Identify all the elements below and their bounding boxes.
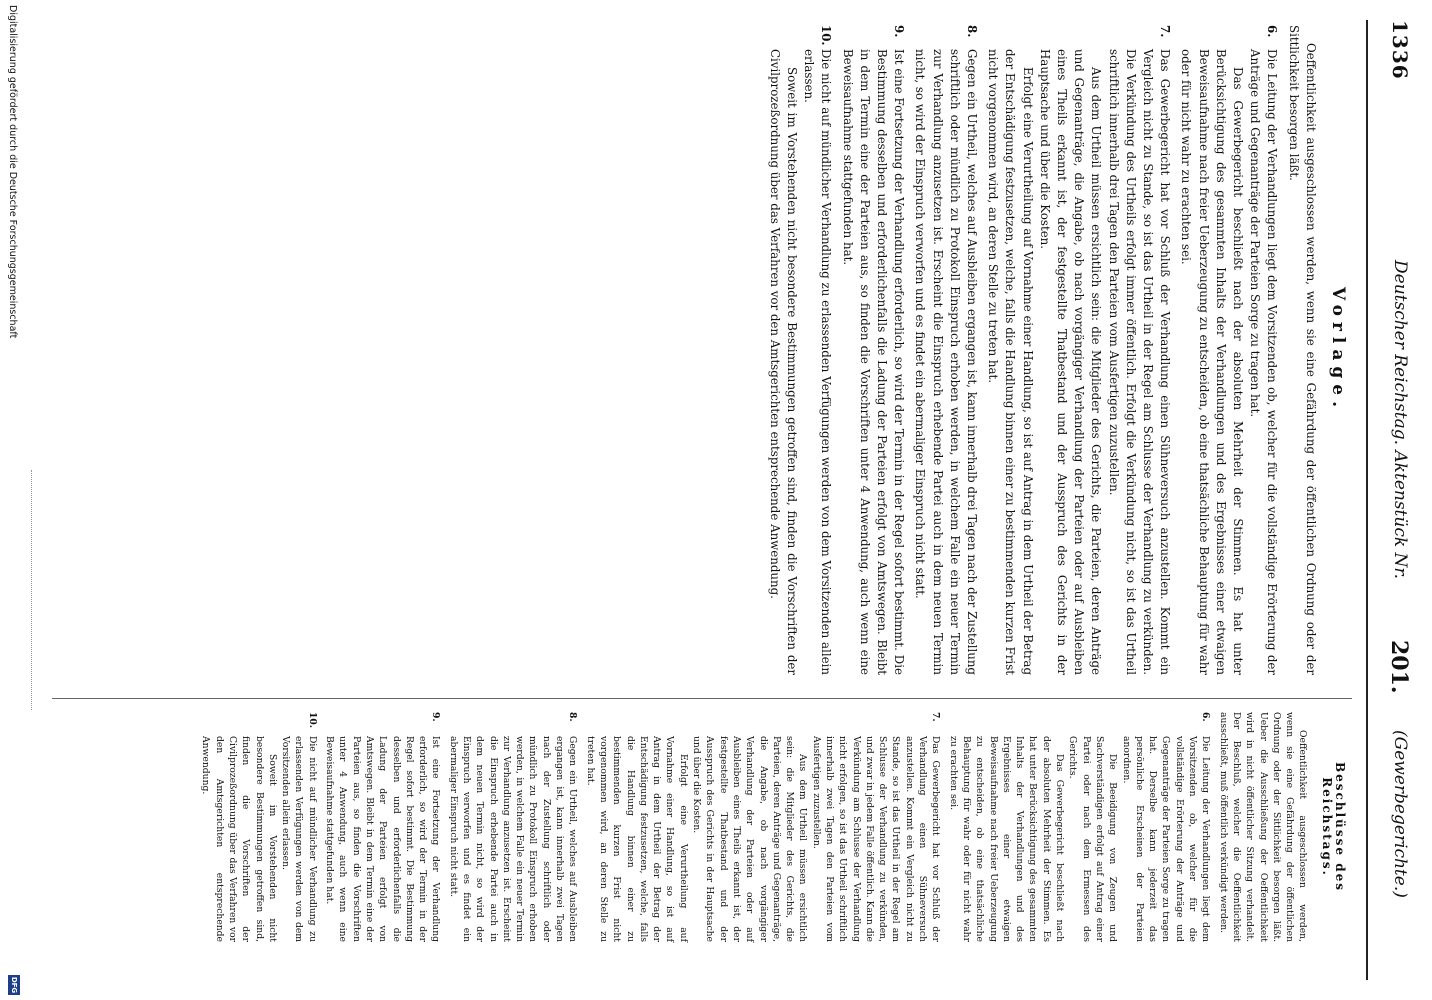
page-header — [1372, 0, 1412, 1000]
section-paragraph: Das Gewerbegericht hat vor Schluß der Verhandlung einen Sühneversuch anzustellen. Kommt ein Vergleich nicht zu Stande, so ist das Urtheil in der Regel am Schlusse der Verhandlung zu verkünden. Die Verkündung des Urtheils erfolgt immer öffentlich. Erfolgt die Verkündung nicht, so ist das Urtheil schriftlich innerhalb drei Tagen den Parteien vom Ausfertigen zuzustellen. — [1106, 49, 1173, 675]
left-section — [766, 25, 835, 675]
section-paragraph: Ist eine Fortsetzung der Verhandlung erforderlich, so wird der Termin in der Regel sofort bestimmt. Die Bestimmung desselben und erforderlichenfalls die Ladung der Parteien erfolgt von Amtswegen. Bleibt in dem Termin eine der Parteien aus, so finden die Vorschriften unter 4 Anwendung, auch wenn eine Beweisaufnahme stattgefunden hat. — [324, 736, 442, 942]
right-section — [199, 712, 319, 942]
section-paragraph: Gegen ein Urtheil, welches auf Ausbleiben ergangen ist, kann innerhalb zwei Tagen nach der Zustellung schriftlich oder mündlich zu Protokoll Einspruch erhoben werden, in welchem Falle ein neuer Termin zur Verhandlung anzusetzen ist. Erscheint die Einspruch erhebende Partei auch in dem neuen Termin nicht, so wird der Einspruch verworfen und es findet ein abermaliger Einspruch nicht statt. — [447, 736, 579, 942]
section-paragraph: Erfolgt eine Verurtheilung auf Vornahme einer Handlung, so ist auf Antrag in dem Urtheil der Betrag der Entschädigung festzusetzen, welche, falls die Handlung binnen einer zu bestimmenden kurzen Frist nicht vorgenommen wird, an deren Stelle zu treten hat. — [584, 736, 689, 942]
page-number: 1336 — [1388, 20, 1412, 80]
right-column-title: Beschlüsse des Reichstags. — [1319, 762, 1347, 892]
section-paragraph: Soweit im Vorstehenden nicht besondere Bestimmungen getroffen sind, finden die Vorschriften der Civilprozeßordnung über das Verfahren vor den Amtsgerichten entsprechende Anwendung. — [200, 736, 278, 942]
right-intro: Oeffentlichkeit ausgeschlossen werden, wenn sie eine Gefährdung der öffentlichen Ordnung oder der Sittlichkeit besorgen läßt. Ueber die Ausschließung der Oeffentlichkeit wird in nicht öffentlicher Sitzung verhandelt. Der Beschluß, welcher die Oeffentlichkeit ausschließt, muß öffentlich verkündigt werden. — [1217, 712, 1309, 942]
section-paragraph: Aus dem Urtheil müssen ersichtlich sein: die Mitglieder des Gerichts, die Parteien, deren Anträge und Gegenanträge, die Angabe, ob nach vorgängiger Verhandlung der Parteien oder auf Ausbleiben eines Theils erkannt ist, der festgestellte Thatbestand und der Ausspruch des Gerichts in der Hauptsache und über die Kosten. — [1037, 49, 1104, 675]
left-column — [762, 25, 1353, 675]
section-paragraph: Soweit im Vorstehenden nicht besondere Bestimmungen getroffen sind, finden die Vorschriften der Civilprozeßordnung über das Verfahren vor den Amtsgerichten entsprechende Anwendung. — [767, 49, 799, 675]
left-section — [1177, 25, 1280, 675]
section-paragraph: Erfolgt eine Verurtheilung auf Vornahme einer Handlung, so ist auf Antrag in dem Urtheil der Betrag der Entschädigung festzusetzen, welche, falls die Handlung binnen einer zu bestimmenden kurzen Frist nicht vorgenommen wird, an deren Stelle zu treten hat. — [986, 49, 1035, 675]
left-intro: Oeffentlichkeit ausgeschlossen werden, wenn sie eine Gefährdung der öffentlichen Ordnung oder der Sittlichkeit besorgen läßt. — [1286, 25, 1318, 675]
header-subject: (Gewerbegerichte.) — [1390, 730, 1410, 898]
section-number: 7. — [930, 712, 942, 722]
section-number: 6. — [1265, 25, 1280, 38]
section-number: 8. — [567, 712, 579, 722]
right-section — [323, 712, 443, 942]
header-title: Deutscher Reichstag. Aktenstück Nr. — [1390, 260, 1410, 580]
section-number: 8. — [964, 25, 979, 38]
left-section — [911, 25, 980, 675]
section-number: 6. — [1200, 712, 1212, 722]
right-section — [583, 712, 942, 942]
document-number: 201. — [1386, 640, 1412, 694]
section-paragraph: Gegen ein Urtheil, welches auf Ausbleiben ergangen ist, kann innerhalb drei Tagen nach der Zustellung schriftlich oder mündlich zu Protokoll Einspruch erhoben werden, in welchem Falle ein neuer Termin zur Verhandlung anzusetzen ist. Erscheint die Einspruch erhebende Partei auch in dem neuen Termin nicht, so wird der Einspruch verworfen und es findet ein abermaliger Einspruch nicht statt. — [913, 49, 979, 675]
right-column — [195, 712, 1352, 942]
section-number: 7. — [1158, 25, 1173, 38]
section-number: 10. — [306, 712, 318, 728]
section-number: 9. — [430, 712, 442, 722]
section-paragraph: Das Gewerbegericht beschließt nach der absoluten Mehrheit der Stimmen. Es hat unter Berücksichtigung des gesammten Inhalts der Verhandlungen und des Ergebnisses einer etwaigen Beweisaufnahme nach freier Ueberzeugung zu entscheiden, ob eine thatsächliche Behauptung für wahr oder für nicht wahr zu erachten sei. — [1179, 49, 1245, 675]
section-paragraph: Das Gewerbegericht beschließt nach der absoluten Mehrheit der Stimmen. Es hat unter Berücksichtigung des gesammten Inhalts der Verhandlungen und des Ergebnisses einer etwaigen Beweisaufnahme nach freier Ueberzeugung zu entscheiden, ob eine thatsächliche Behauptung für wahr oder für nicht wahr zu erachten sei. — [947, 736, 1066, 942]
left-column-title: Vorlage. — [1328, 286, 1348, 414]
left-section — [984, 25, 1173, 675]
section-number: 10. — [819, 25, 834, 46]
section-paragraph: Das Gewerbegericht hat vor Schluß der Verhandlung einen Sühneversuch anzustellen. Kommt ein Vergleich nicht zu Stande, so ist das Urtheil in der Regel am Schlusse der Verhandlung zu verkünden, und zwar in jedem Falle öffentlich. Kann die Verkündung am Schlusse der Verhandlung nicht erfolgen, so ist das Urtheil schriftlich innerhalb zwei Tagen den Parteien vom Ausfertigen zuzustellen. — [810, 736, 942, 942]
section-paragraph: Die Leitung der Verhandlungen liegt dem Vorsitzenden ob, welcher für die vollständige Erörterung der Anträge und Gegenanträge der Parteien Sorge zu tragen hat. — [1248, 49, 1280, 675]
section-paragraph: Die nicht auf mündlicher Verhandlung zu erlassenden Verfügungen werden von dem Vorsitzenden allein erlassen. — [280, 736, 318, 942]
section-paragraph: Aus dem Urtheil müssen ersichtlich sein: die Mitglieder des Gerichts, die Parteien, deren Anträge und Gegenanträge, die Angabe, ob nach vorgängiger Verhandlung der Parteien oder auf Ausbleiben eines Theils erkannt ist, der festgestellte Thatbestand und der Ausspruch des Gerichts in der Hauptsache und über die Kosten. — [691, 736, 809, 942]
left-section — [838, 25, 907, 675]
header-rule — [1366, 20, 1368, 980]
right-section — [946, 712, 1212, 942]
section-paragraph: Die Leitung der Verhandlungen liegt dem Vorsitzenden ob, welcher für die vollständige Erörterung der Anträge und Gegenanträge der Parteien Sorge zu tragen hat. Derselbe kann jederzeit das persönliche Erscheinen der Parteien anordnen. — [1120, 736, 1212, 942]
section-paragraph: Ist eine Fortsetzung der Verhandlung erforderlich, so wird der Termin in der Regel sofort bestimmt. Die Bestimmung desselben und erforderlichenfalls die Ladung der Parteien erfolgt von Amtswegen. Bleibt in dem Termin eine der Parteien aus, so finden die Vorschriften unter 4 Anwendung, auch wenn eine Beweisaufnahme stattgefunden hat. — [840, 49, 907, 675]
bottom-dotted-rule — [30, 470, 32, 710]
right-sections — [199, 712, 1212, 942]
section-paragraph: Die Beeidigung von Zeugen und Sachverständigen erfolgt auf Antrag einer Partei oder nach dem Ermessen des Gerichts. — [1067, 736, 1119, 942]
column-divider — [52, 698, 1352, 699]
section-number: 9. — [892, 25, 907, 38]
footer-text: Digitalisierung gefördert durch die Deutsche Forschungsgemeinschaft — [7, 5, 18, 339]
section-paragraph: Die nicht auf mündlicher Verhandlung zu erlassenden Verfügungen werden von dem Vorsitzenden allein erlassen. — [802, 49, 834, 675]
right-section — [446, 712, 579, 942]
dfg-logo-icon: DFG — [10, 976, 18, 994]
left-sections — [766, 25, 1281, 675]
